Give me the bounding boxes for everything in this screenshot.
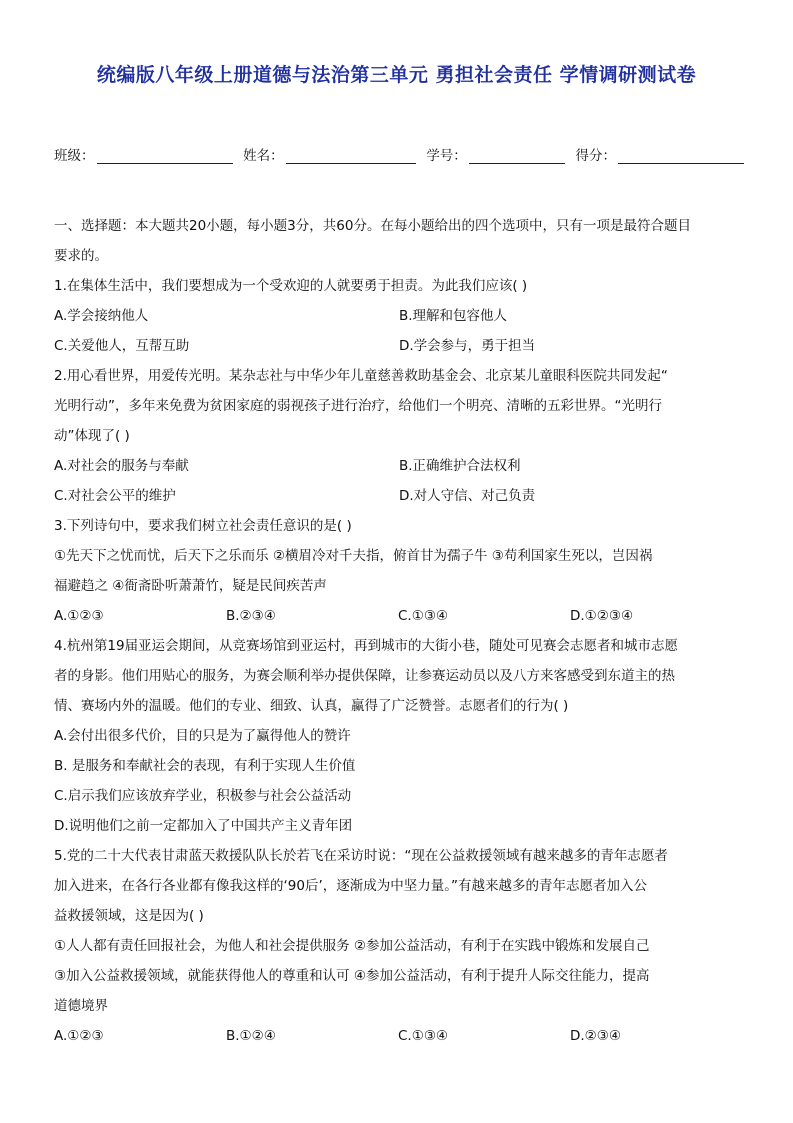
question-4-option-b[interactable]: B. 是服务和奉献社会的表现，有利于实现人生价值 <box>54 758 356 774</box>
question-2-stem-line-1: 2.用心看世界，用爱传光明。某杂志社与中华少年儿童慈善救助基金会、北京某儿童眼科医院共同发起“ <box>54 368 668 384</box>
student-number-field <box>426 144 565 164</box>
question-2-option-c[interactable]: C.对社会公平的维护 <box>54 488 176 504</box>
question-4-stem-line-3: 情、赛场内外的温暖。他们的专业、细致、认真，赢得了广泛赞誉。志愿者们的行为( ) <box>54 698 569 714</box>
question-2-option-d[interactable]: D.对人守信、对己负责 <box>399 488 536 504</box>
question-5-option-c[interactable]: C.①③④ <box>398 1028 449 1044</box>
question-3-statements-line-2: 福避趋之 ④衙斋卧听萧萧竹，疑是民间疾苦声 <box>54 578 327 594</box>
question-5-statements-line-2: ③加入公益救援领域，就能获得他人的尊重和认可 ④参加公益活动，有利于提升人际交往能力，提高 <box>54 968 650 984</box>
question-1-option-d[interactable]: D.学会参与，勇于担当 <box>399 338 536 354</box>
question-3-option-d[interactable]: D.①②③④ <box>570 608 634 624</box>
question-2-options-row-2 <box>54 481 744 511</box>
question-5-stem-line-1: 5.党的二十大代表甘肃蓝天救援队队长於若飞在采访时说：“现在公益救援领域有越来越多的青年志愿者 <box>54 848 668 864</box>
section-heading-line-1: 一、选择题：本大题共20小题，每小题3分，共60分。在每小题给出的四个选项中，只有一项是最符合题目 <box>54 218 691 234</box>
question-5-stem-line-2: 加入进来，在各行各业都有像我这样的‘90后’，逐渐成为中坚力量。”有越来越多的青年志愿者加入公 <box>54 878 648 894</box>
section-heading-line-2: 要求的。 <box>54 248 108 264</box>
question-4-option-a[interactable]: A.会付出很多代价，目的只是为了赢得他人的赞许 <box>54 728 351 744</box>
question-3-stem: 3.下列诗句中，要求我们树立社会责任意识的是( ) <box>54 518 352 534</box>
question-2-options-row-1 <box>54 451 744 481</box>
question-5-option-a[interactable]: A.①②③ <box>54 1028 104 1044</box>
question-5-stem-line-3: 益救援领域，这是因为( ) <box>54 908 204 924</box>
question-3-option-b[interactable]: B.②③④ <box>226 608 276 624</box>
exam-title: 统编版八年级上册道德与法治第三单元 勇担社会责任 学情调研测试卷 <box>96 64 697 86</box>
question-2-option-a[interactable]: A.对社会的服务与奉献 <box>54 458 189 474</box>
question-5-option-d[interactable]: D.②③④ <box>570 1028 621 1044</box>
name-label: 姓名： <box>243 148 284 164</box>
score-blank[interactable] <box>618 149 744 164</box>
class-field <box>54 144 233 164</box>
question-1-option-c[interactable]: C.关爱他人，互帮互助 <box>54 338 190 354</box>
question-4-stem-line-1: 4.杭州第19届亚运会期间，从竞赛场馆到亚运村，再到城市的大街小巷，随处可见赛会志愿者和城市志愿 <box>54 638 679 654</box>
question-1-options-row-1 <box>54 301 744 331</box>
score-label: 得分： <box>575 148 616 164</box>
question-1-option-b[interactable]: B.理解和包容他人 <box>399 308 508 324</box>
student-info-row <box>54 144 744 164</box>
question-4-option-c[interactable]: C.启示我们应该放弃学业，积极参与社会公益活动 <box>54 788 352 804</box>
question-3-statements-line-1: ①先天下之忧而忧，后天下之乐而乐 ②横眉冷对千夫指，俯首甘为孺子牛 ③苟利国家生死以，岂因祸 <box>54 548 653 564</box>
class-blank[interactable] <box>97 149 233 164</box>
question-5-options-row <box>54 1021 744 1051</box>
question-4-stem-line-2: 者的身影。他们用贴心的服务，为赛会顺利举办提供保障，让参赛运动员以及八方来客感受到东道主的热 <box>54 668 675 684</box>
question-5-statements-line-3: 道德境界 <box>54 998 108 1014</box>
question-1-options-row-2 <box>54 331 744 361</box>
class-label: 班级： <box>54 148 95 164</box>
question-3-option-c[interactable]: C.①③④ <box>398 608 449 624</box>
name-blank[interactable] <box>286 149 416 164</box>
question-2-stem-line-3: 动”体现了( ) <box>54 428 130 444</box>
student-number-blank[interactable] <box>469 149 565 164</box>
question-3-options-row <box>54 601 744 631</box>
question-3-option-a[interactable]: A.①②③ <box>54 608 104 624</box>
student-number-label: 学号： <box>426 148 467 164</box>
question-2-option-b[interactable]: B.正确维护合法权利 <box>399 458 521 474</box>
question-5-statements-line-1: ①人人都有责任回报社会，为他人和社会提供服务 ②参加公益活动，有利于在实践中锻炼和发展自己 <box>54 938 650 954</box>
name-field <box>243 144 416 164</box>
exam-body <box>54 211 744 1051</box>
question-5-option-b[interactable]: B.①②④ <box>226 1028 276 1044</box>
question-4-option-d[interactable]: D.说明他们之前一定都加入了中国共产主义青年团 <box>54 818 353 834</box>
score-field <box>575 144 744 164</box>
question-1-option-a[interactable]: A.学会接纳他人 <box>54 308 149 324</box>
question-1-stem: 1.在集体生活中，我们要想成为一个受欢迎的人就要勇于担责。为此我们应该( ) <box>54 278 528 294</box>
question-2-stem-line-2: 光明行动”，多年来免费为贫困家庭的弱视孩子进行治疗，给他们一个明亮、清晰的五彩世界。“光明行 <box>54 398 662 414</box>
